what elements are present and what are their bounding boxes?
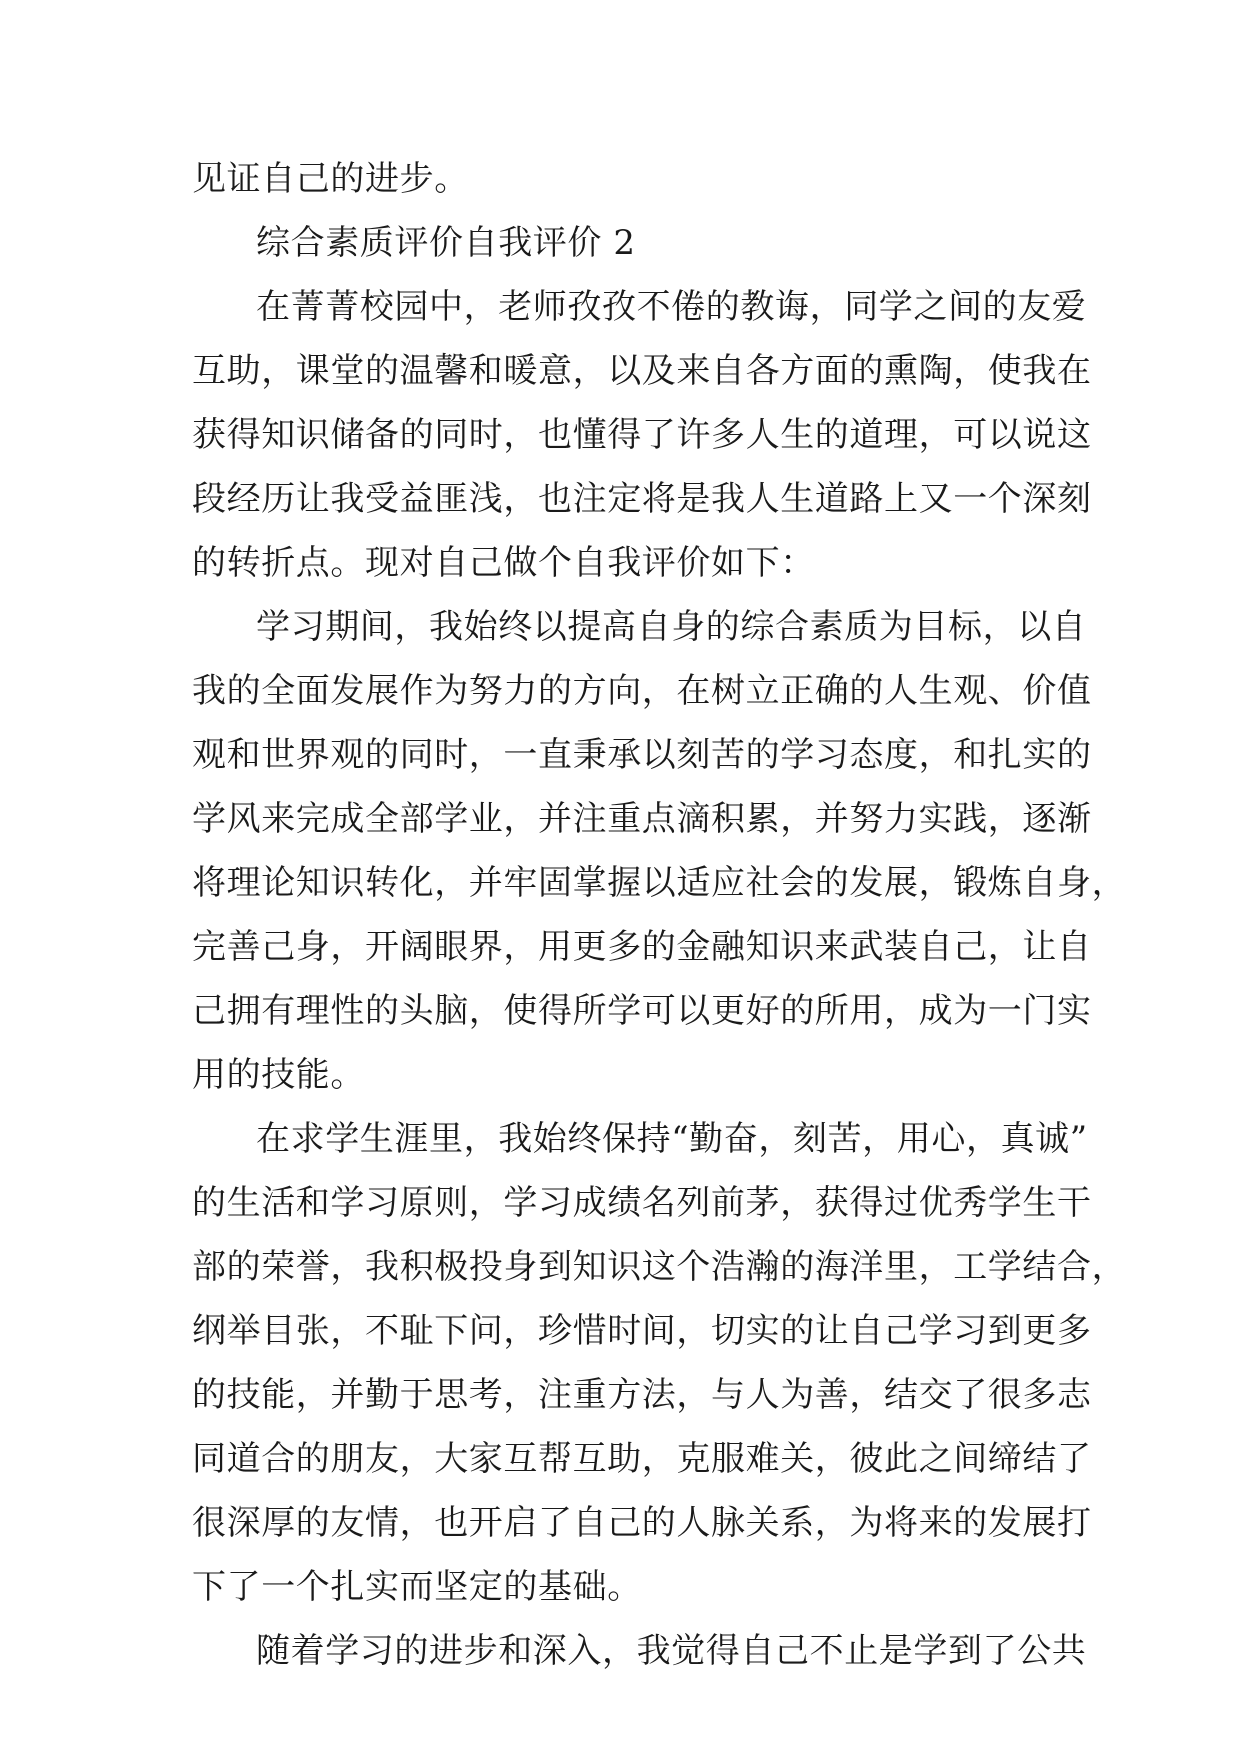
text-line: 很深厚的友情，也开启了自己的人脉关系，为将来的发展打 (192, 1503, 1092, 1543)
text-line: 用的技能。 (192, 1055, 365, 1095)
text-line: 的技能，并勤于思考，注重方法，与人为善，结交了很多志 (192, 1375, 1092, 1415)
paragraph-first-line: 在菁菁校园中，老师孜孜不倦的教诲，同学之间的友爱 (256, 287, 1087, 327)
text-line: 己拥有理性的头脑，使得所学可以更好的所用，成为一门实 (192, 991, 1092, 1031)
text-line: 见证自己的进步。 (192, 159, 469, 199)
text-line: 学风来完成全部学业，并注重点滴积累，并努力实践，逐渐 (192, 799, 1092, 839)
text-line: 互助，课堂的温馨和暖意，以及来自各方面的熏陶，使我在 (192, 351, 1092, 391)
text-line: 的转折点。现对自己做个自我评价如下： (192, 543, 815, 583)
text-line: 获得知识储备的同时，也懂得了许多人生的道理，可以说这 (192, 415, 1092, 455)
text-line: 我的全面发展作为努力的方向，在树立正确的人生观、价值 (192, 671, 1092, 711)
section-heading: 综合素质评价自我评价 2 (256, 223, 636, 263)
text-line: 段经历让我受益匪浅，也注定将是我人生道路上又一个深刻 (192, 479, 1092, 519)
text-line: 完善己身，开阔眼界，用更多的金融知识来武装自己，让自 (192, 927, 1092, 967)
text-line: 下了一个扎实而坚定的基础。 (192, 1567, 642, 1607)
text-line: 的生活和学习原则，学习成绩名列前茅，获得过优秀学生干 (192, 1183, 1092, 1223)
paragraph-first-line: 随着学习的进步和深入，我觉得自己不止是学到了公共 (256, 1631, 1087, 1671)
text-line: 部的荣誉，我积极投身到知识这个浩瀚的海洋里，工学结合， (192, 1247, 1127, 1287)
paragraph-first-line: 学习期间，我始终以提高自身的综合素质为目标，以自 (256, 607, 1087, 647)
paragraph-first-line: 在求学生涯里，我始终保持“勤奋，刻苦，用心，真诚” (256, 1119, 1088, 1159)
text-line: 同道合的朋友，大家互帮互助，克服难关，彼此之间缔结了 (192, 1439, 1092, 1479)
text-line: 将理论知识转化，并牢固掌握以适应社会的发展，锻炼自身， (192, 863, 1127, 903)
text-line: 观和世界观的同时，一直秉承以刻苦的学习态度，和扎实的 (192, 735, 1092, 775)
text-line: 纲举目张，不耻下问，珍惜时间，切实的让自己学习到更多 (192, 1311, 1092, 1351)
